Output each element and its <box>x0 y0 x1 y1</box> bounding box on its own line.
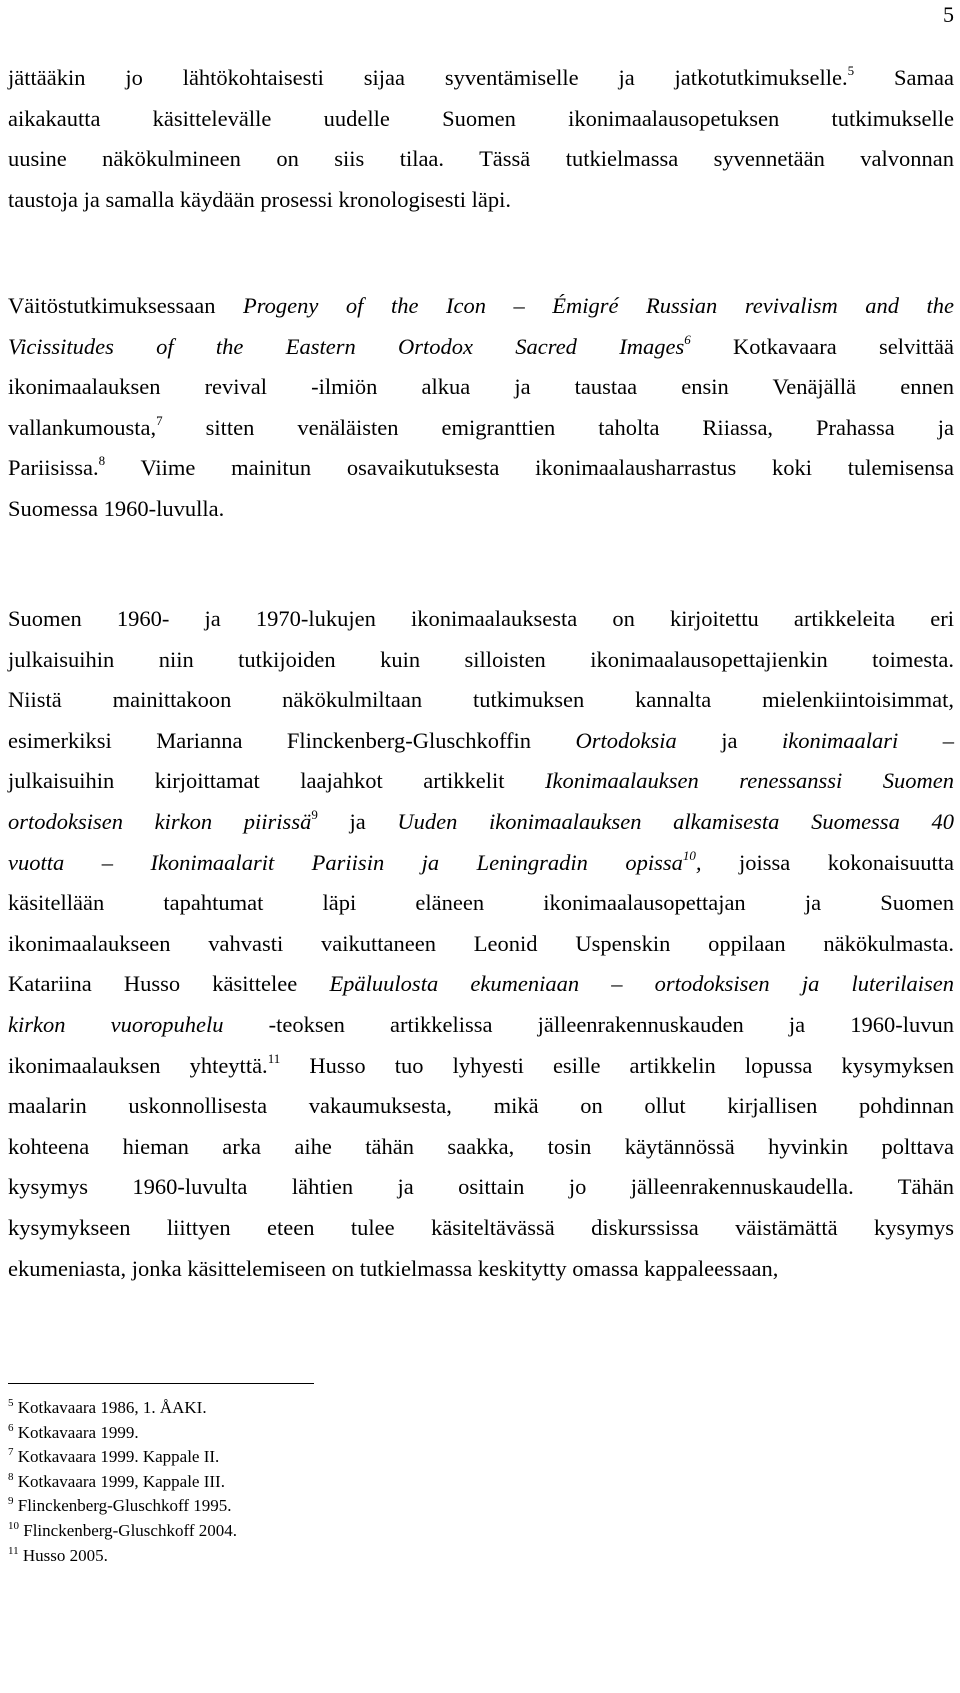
footnote-divider <box>8 1383 314 1384</box>
text-segment: -teoksen artikkelissa jälleenrakennuskauden ja 1960-luvun <box>223 1011 954 1037</box>
text-segment: uusine näkökulmineen on siis tilaa. Tässä tutkielmassa syvennetään valvonnan <box>8 146 954 172</box>
text-line <box>8 1005 954 1046</box>
text-line <box>8 367 954 408</box>
text-segment: Viime mainitun osavaikutuksesta ikonimaalausharrastus koki tulemisensa <box>105 455 954 481</box>
footnote-text: Flinckenberg-Gluschkoff 2004. <box>19 1520 237 1540</box>
text-segment: Ikonimaalauksen renessanssi Suomen <box>545 768 954 794</box>
text-segment: kysymys 1960-luvulta lähtien ja osittain jo jälleenrakennuskaudella. Tähän <box>8 1174 954 1200</box>
text-segment: joissa kokonaisuutta <box>701 849 954 875</box>
footnote-text: Husso 2005. <box>18 1545 108 1565</box>
text-line <box>8 489 954 530</box>
text-segment: ikonimaalari – <box>782 727 954 753</box>
footnote <box>8 1445 608 1470</box>
text-segment: Samaa <box>854 65 954 90</box>
footnote-ref: 5 <box>847 63 855 78</box>
text-line <box>8 1127 954 1168</box>
text-segment: vuotta – Ikonimaalarit Pariisin ja Leningradin opissa <box>8 849 683 875</box>
text-line <box>8 802 954 843</box>
text-segment: ja <box>317 808 398 834</box>
text-line <box>8 599 954 640</box>
footnote-text: Flinckenberg-Gluschkoff 1995. <box>13 1496 232 1516</box>
text-segment: Niistä mainittakoon näkökulmiltaan tutkimuksen kannalta mielenkiintoisimmat, <box>8 687 954 713</box>
text-segment: ortodoksisen kirkon piirissä <box>8 808 312 834</box>
text-line <box>8 924 954 965</box>
text-line <box>8 1249 954 1290</box>
footnote <box>8 1421 608 1446</box>
footnote-number: 8 <box>8 1470 14 1483</box>
footnote-ref: 7 <box>156 412 163 428</box>
text-segment: kysymykseen liittyen eteen tulee käsiteltävässä diskurssissa väistämättä kysymys <box>8 1214 954 1240</box>
footnote-text: Kotkavaara 1999. Kappale II. <box>13 1447 220 1467</box>
text-line <box>8 180 954 221</box>
text-segment: esimerkiksi Marianna Flinckenberg-Gluschkoffin <box>8 727 576 753</box>
text-segment: ikonimaalaukseen vahvasti vaikuttaneen Leonid Uspenskin oppilaan näkökulmasta. <box>8 930 954 956</box>
text-segment: vallankumousta, <box>8 414 157 440</box>
text-segment: kirkon vuoropuhelu <box>8 1011 224 1037</box>
footnote-text: Kotkavaara 1999, Kappale III. <box>13 1471 225 1491</box>
footnotes <box>8 1396 608 1568</box>
text-line <box>8 139 954 180</box>
text-segment: ja <box>676 727 782 753</box>
text-segment: jättääkin jo lähtökohtaisesti sijaa syventämiselle ja jatkotutkimukselle. <box>8 65 848 90</box>
footnote-ref: 6 <box>684 331 691 347</box>
footnote-text: Kotkavaara 1999. <box>13 1422 139 1442</box>
footnote-number: 6 <box>8 1421 14 1434</box>
footnote-ref: 10 <box>682 847 696 863</box>
text-line <box>8 408 954 449</box>
text-segment: Ortodoksia <box>575 727 677 753</box>
text-line <box>8 1167 954 1208</box>
footnote-ref: 9 <box>311 806 318 822</box>
text-line <box>8 761 954 802</box>
text-segment: , <box>695 849 702 875</box>
text-line <box>8 1208 954 1249</box>
text-segment: Pariisissa. <box>8 455 99 481</box>
footnote <box>8 1396 608 1421</box>
text-segment: ikonimaalauksen yhteyttä. <box>8 1052 268 1078</box>
paragraph <box>8 286 954 530</box>
text-segment: julkaisuihin kirjoittamat laajahkot artikkelit <box>8 768 546 794</box>
paragraph <box>8 58 954 220</box>
text-segment: Vicissitudes of the Eastern Ortodox Sacred Images <box>8 333 685 359</box>
footnote <box>8 1544 608 1569</box>
footnote-number: 11 <box>8 1544 19 1557</box>
text-segment: kohteena hieman arka aihe tähän saakka, tosin käytännössä hyvinkin polttava <box>8 1133 954 1159</box>
footnote-ref: 8 <box>98 453 106 469</box>
text-segment: Progeny of the Icon – Émigré Russian revivalism and the <box>243 293 954 318</box>
text-segment: maalarin uskonnollisesta vakaumuksesta, mikä on ollut kirjallisen pohdinnan <box>8 1093 954 1119</box>
footnote-number: 10 <box>8 1519 19 1532</box>
text-line <box>8 1046 954 1087</box>
text-segment: Väitöstutkimuksessaan <box>8 293 244 318</box>
text-line <box>8 883 954 924</box>
text-segment: Kotkavaara selvittää <box>690 333 954 359</box>
footnote-text: Kotkavaara 1986, 1. ÅAKI. <box>13 1398 207 1417</box>
text-segment: Uuden ikonimaalauksen alkamisesta Suomessa 40 <box>397 808 954 834</box>
text-line <box>8 448 954 489</box>
text-line <box>8 964 954 1005</box>
text-line <box>8 640 954 681</box>
text-line <box>8 99 954 140</box>
text-segment: ekumeniasta, jonka käsittelemiseen on tutkielmassa keskitytty omassa kappaleessaan, <box>8 1255 779 1281</box>
text-segment: Epäluulosta ekumeniaan – ortodoksisen ja luterilaisen <box>329 971 954 997</box>
text-segment: sitten venäläisten emigranttien taholta Riiassa, Prahassa ja <box>162 414 954 440</box>
text-line <box>8 1086 954 1127</box>
text-line <box>8 286 954 327</box>
footnote-number: 9 <box>8 1495 14 1508</box>
text-segment: Husso tuo lyhyesti esille artikkelin lopussa kysymyksen <box>280 1052 955 1078</box>
footnote <box>8 1494 608 1519</box>
footnote-number: 7 <box>8 1446 14 1459</box>
page-number: 5 <box>943 2 954 27</box>
text-line <box>8 680 954 721</box>
text-segment: julkaisuihin niin tutkijoiden kuin silloisten ikonimaalausopettajienkin toimesta. <box>8 646 954 672</box>
footnote <box>8 1519 608 1544</box>
text-line <box>8 58 954 99</box>
text-segment: Katariina Husso käsittelee <box>8 971 330 997</box>
text-line <box>8 721 954 762</box>
text-segment: Suomessa 1960-luvulla. <box>8 495 225 521</box>
footnote-number: 5 <box>8 1397 14 1409</box>
text-segment: taustoja ja samalla käydään prosessi kronologisesti läpi. <box>8 186 512 212</box>
footnote <box>8 1470 608 1495</box>
footnote-ref: 11 <box>267 1050 281 1066</box>
text-line <box>8 843 954 884</box>
paragraph <box>8 599 954 1289</box>
text-segment: Suomen 1960- ja 1970-lukujen ikonimaalauksesta on kirjoitettu artikkeleita eri <box>8 606 954 631</box>
text-segment: aikakautta käsittelevälle uudelle Suomen ikonimaalausopetuksen tutkimukselle <box>8 105 954 131</box>
text-line <box>8 327 954 368</box>
text-segment: käsitellään tapahtumat läpi eläneen ikonimaalausopettajan ja Suomen <box>8 890 954 916</box>
text-segment: ikonimaalauksen revival -ilmiön alkua ja taustaa ensin Venäjällä ennen <box>8 374 954 400</box>
